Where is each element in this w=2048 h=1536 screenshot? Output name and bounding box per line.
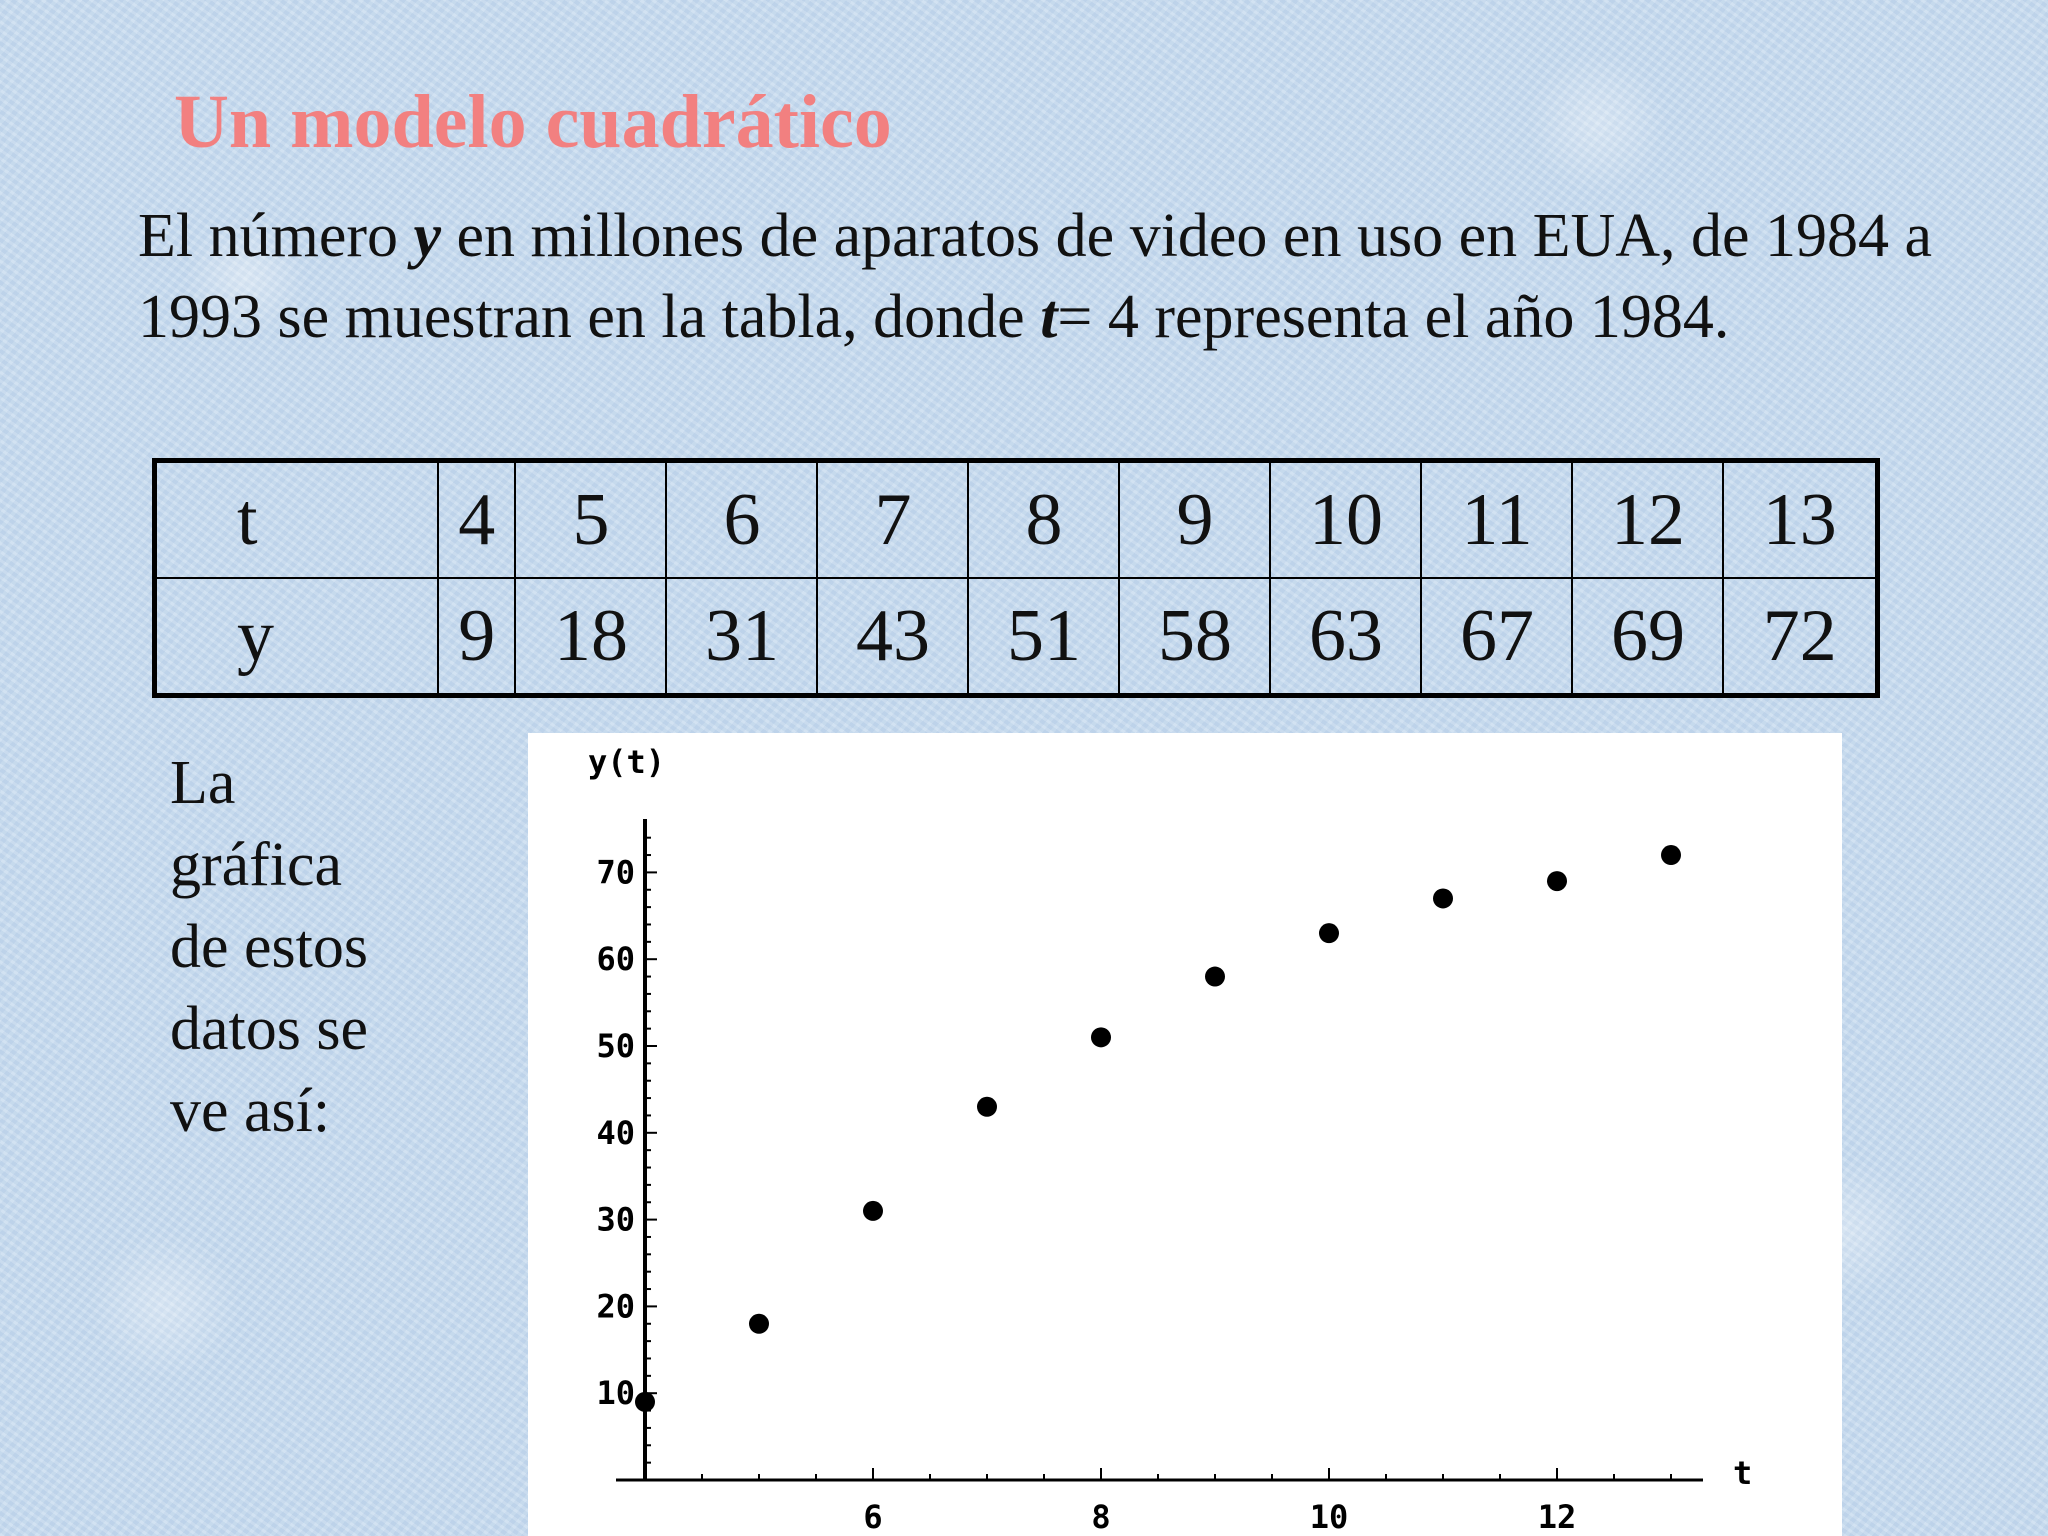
data-point — [1091, 1027, 1111, 1047]
graph-caption-line: de estos — [170, 913, 369, 981]
scatter-plot — [528, 733, 1842, 1536]
graph-caption-line: La — [170, 749, 236, 817]
intro-paragraph — [138, 196, 1938, 358]
y-axis-label: y(t) — [588, 743, 666, 781]
table-row-label-y: y — [155, 578, 439, 696]
graph-caption-line: datos se — [170, 995, 369, 1063]
data-point — [749, 1314, 769, 1334]
y-tick-label: 40 — [596, 1113, 635, 1152]
data-table — [152, 458, 1880, 698]
y-tick-label: 10 — [596, 1374, 635, 1413]
table-cell-y: 18 — [515, 578, 666, 696]
graph-caption-line: ve así: — [170, 1077, 331, 1145]
table-row-t — [155, 461, 1878, 579]
table-cell-t: 8 — [968, 461, 1119, 579]
table-cell-t: 10 — [1270, 461, 1421, 579]
x-tick-label: 6 — [863, 1498, 883, 1536]
intro-var-t: t — [1040, 283, 1058, 351]
x-tick-label: 8 — [1091, 1498, 1111, 1536]
y-tick-label: 70 — [596, 853, 635, 892]
table-cell-t: 6 — [666, 461, 817, 579]
x-axis-label: t — [1733, 1454, 1753, 1492]
table-cell-y: 51 — [968, 578, 1119, 696]
y-tick-label: 50 — [596, 1027, 635, 1065]
table-row-label-t: t — [155, 461, 439, 579]
y-tick-label: 60 — [596, 940, 635, 979]
intro-text-2: en millones de aparatos de video en uso en EUA, de 1984 a 1993 se muestran en la tabla, donde — [138, 202, 1933, 351]
table-cell-t: 9 — [1119, 461, 1270, 579]
data-point — [1319, 923, 1339, 943]
intro-text-3: = 4 representa el año 1984. — [1057, 283, 1730, 351]
table-cell-y: 63 — [1270, 578, 1421, 696]
table-cell-y: 9 — [438, 578, 515, 696]
table-cell-t: 7 — [817, 461, 968, 579]
data-point — [635, 1392, 655, 1412]
table-cell-y: 43 — [817, 578, 968, 696]
table-cell-t: 13 — [1723, 461, 1877, 579]
x-tick-label: 12 — [1537, 1498, 1577, 1536]
table-cell-t: 11 — [1421, 461, 1572, 579]
graph-caption-line: gráfica — [170, 831, 343, 899]
y-tick-label: 30 — [596, 1200, 635, 1239]
table-cell-t: 5 — [515, 461, 666, 579]
data-point — [1661, 845, 1681, 865]
x-tick-label: 10 — [1309, 1498, 1349, 1536]
scatter-plot-panel — [528, 733, 1842, 1536]
data-point — [1433, 888, 1453, 908]
table-cell-y: 69 — [1572, 578, 1723, 696]
slide-title: Un modelo cuadrático — [174, 80, 892, 164]
data-point — [1205, 967, 1225, 987]
table-cell-y: 67 — [1421, 578, 1572, 696]
intro-var-y: y — [413, 202, 442, 270]
table-cell-y: 72 — [1723, 578, 1877, 696]
y-tick-label: 20 — [596, 1287, 635, 1326]
data-point — [1547, 871, 1567, 891]
graph-caption — [170, 742, 530, 1152]
table-cell-y: 58 — [1119, 578, 1270, 696]
intro-text-1: El número — [138, 202, 414, 270]
table-cell-t: 12 — [1572, 461, 1723, 579]
data-point — [863, 1201, 883, 1221]
table-cell-y: 31 — [666, 578, 817, 696]
data-point — [977, 1097, 997, 1117]
table-row-y — [155, 578, 1878, 696]
table-cell-t: 4 — [438, 461, 515, 579]
